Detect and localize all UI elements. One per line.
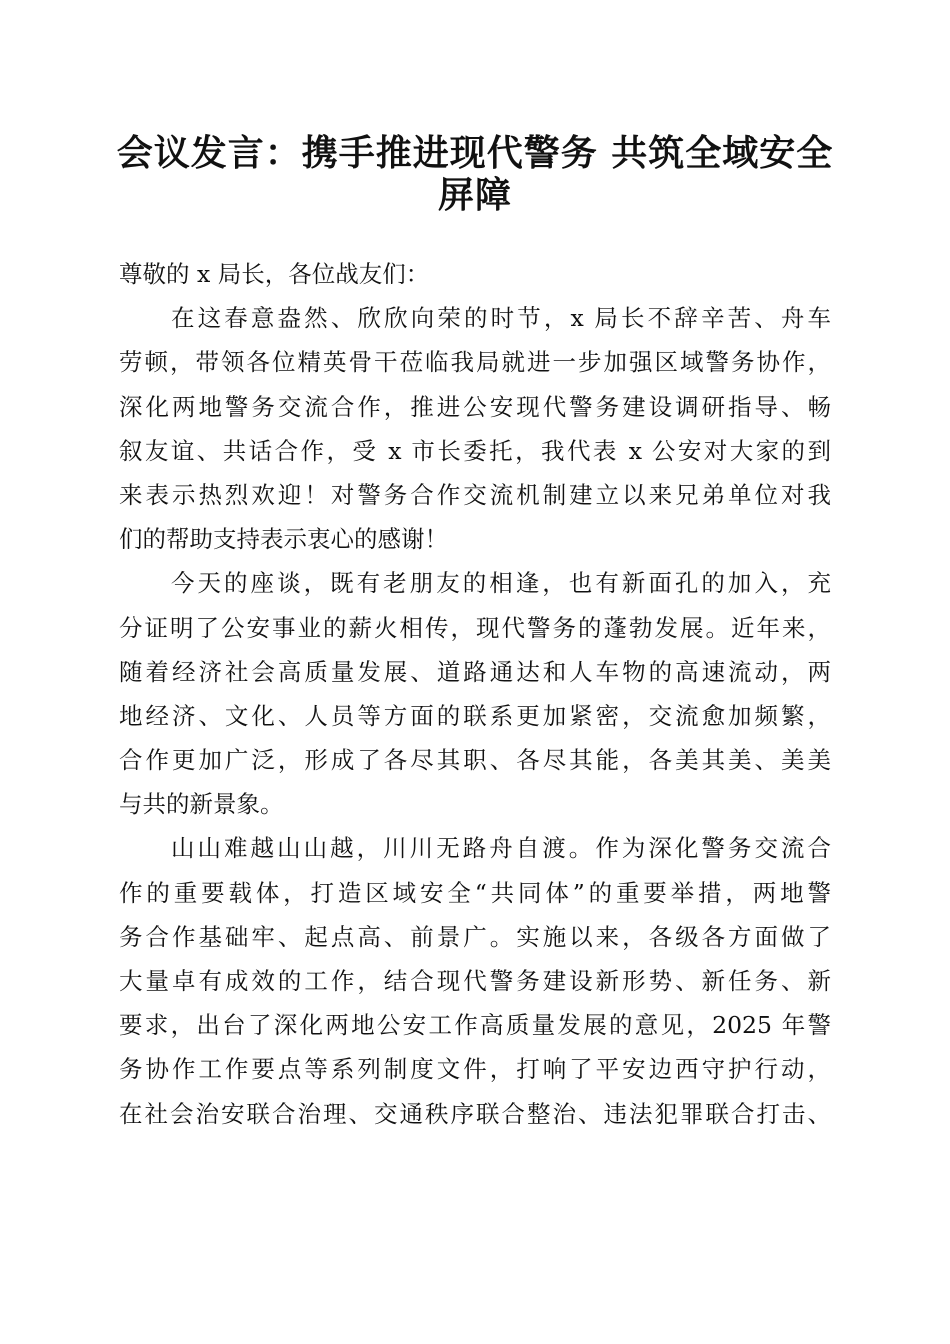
paragraph-line: 来表示热烈欢迎！对警务合作交流机制建立以来兄弟单位对我 bbox=[119, 480, 831, 509]
salutation: 尊敬的 x 局长，各位战友们： bbox=[119, 260, 430, 288]
paragraph-line: 劳顿，带领各位精英骨干莅临我局就进一步加强区域警务协作， bbox=[119, 348, 831, 377]
paragraph-line: 分证明了公安事业的薪火相传，现代警务的蓬勃发展。近年来， bbox=[119, 613, 831, 642]
paragraph-line: 山山难越山山越，川川无路舟自渡。作为深化警务交流合 bbox=[171, 834, 831, 863]
paragraph bbox=[119, 296, 831, 561]
paragraph-line: 与共的新景象。 bbox=[119, 790, 284, 819]
title-line: 屏障 bbox=[437, 174, 512, 216]
paragraph-line: 叙友谊、共话合作，受 x 市长委托，我代表 x 公安对大家的到 bbox=[119, 436, 831, 465]
paragraph-line: 合作更加广泛，形成了各尽其职、各尽其能，各美其美、美美 bbox=[119, 746, 831, 775]
paragraph-line: 作的重要载体，打造区域安全“共同体”的重要举措，两地警 bbox=[119, 878, 831, 907]
paragraph-line: 地经济、文化、人员等方面的联系更加紧密，交流愈加频繁， bbox=[119, 701, 831, 730]
paragraph-line: 今天的座谈，既有老朋友的相逢，也有新面孔的加入，充 bbox=[171, 569, 831, 598]
paragraph-line: 务合作基础牢、起点高、前景广。实施以来，各级各方面做了 bbox=[119, 922, 831, 951]
paragraph-line: 务协作工作要点等系列制度文件，打响了平安边西守护行动， bbox=[119, 1055, 831, 1084]
document-title bbox=[100, 132, 850, 216]
paragraph-line: 要求，出台了深化两地公安工作高质量发展的意见，2025 年警 bbox=[119, 1011, 831, 1040]
paragraph bbox=[119, 561, 831, 826]
paragraph-line: 随着经济社会高质量发展、道路通达和人车物的高速流动，两 bbox=[119, 657, 831, 686]
paragraph-line: 大量卓有成效的工作，结合现代警务建设新形势、新任务、新 bbox=[119, 967, 831, 995]
document-body bbox=[119, 252, 831, 1136]
title-line: 会议发言：携手推进现代警务 共筑全域安全 bbox=[116, 132, 834, 174]
paragraph-line: 在社会治安联合治理、交通秩序联合整治、违法犯罪联合打击、 bbox=[119, 1099, 831, 1128]
paragraph bbox=[119, 826, 831, 1135]
paragraph-line: 深化两地警务交流合作，推进公安现代警务建设调研指导、畅 bbox=[119, 392, 831, 421]
paragraph-line: 们的帮助支持表示衷心的感谢！ bbox=[119, 525, 448, 554]
paragraph-line: 在这春意盎然、欣欣向荣的时节，x 局长不辞辛苦、舟车 bbox=[171, 304, 831, 333]
